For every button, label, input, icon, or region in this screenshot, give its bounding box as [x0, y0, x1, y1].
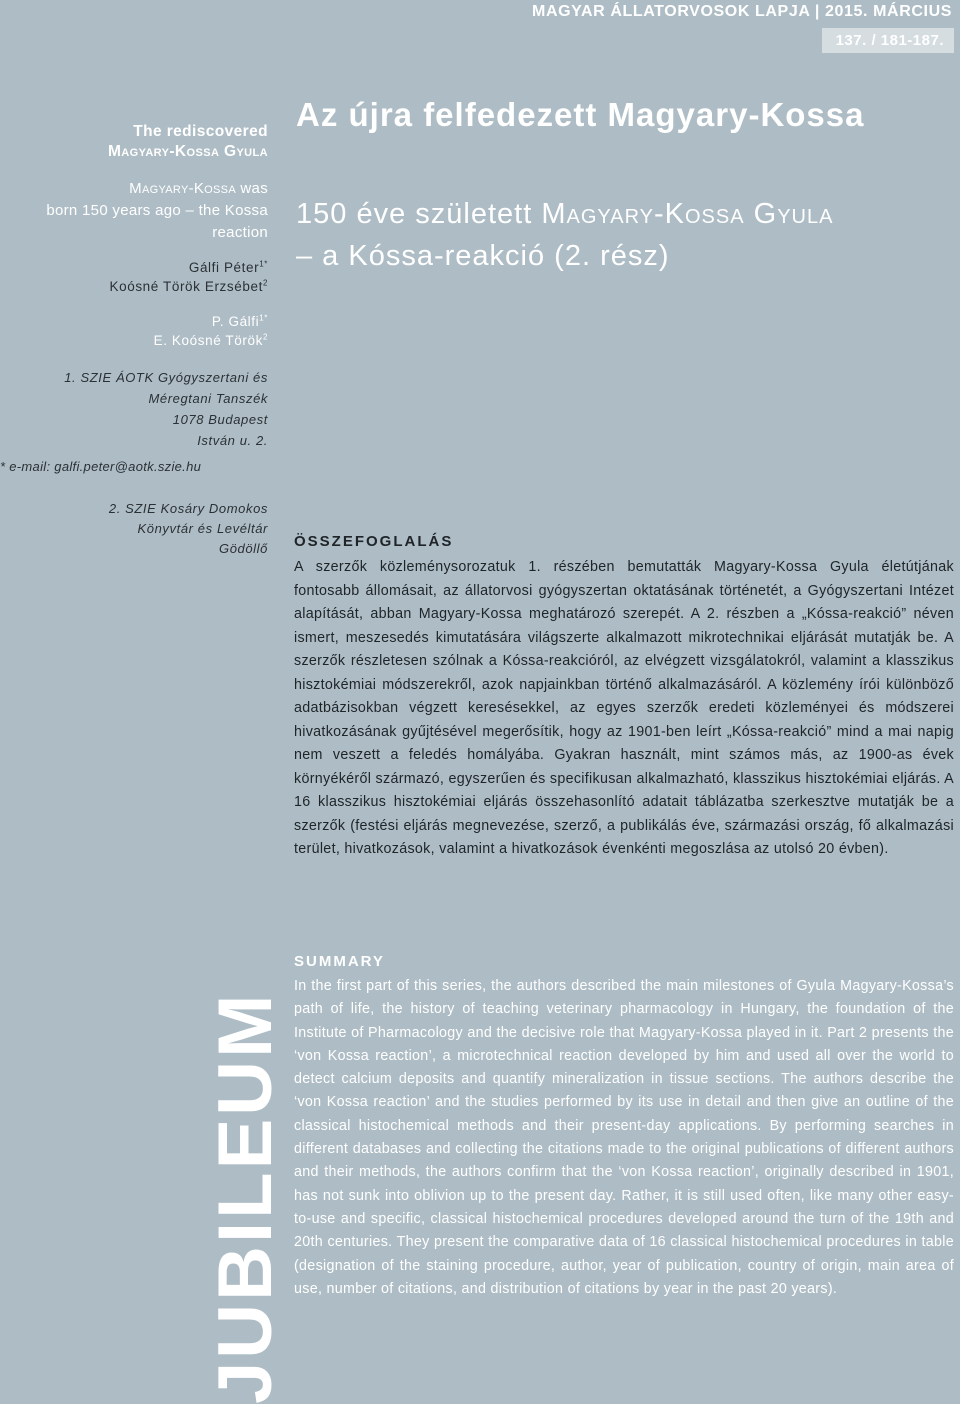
- english-summary-body: In the first part of this series, the authors described the main milestones of Gyula Magyary-Kossa’s path of life, the history of teaching veterinary pharmacology in Hungary, the foundation of the Institute of Pharmacology and the decisive role that Magyary-Kossa played in it. Part 2 presents the ‘von Kossa reaction’, a microtechnical reaction developed by him and used all over the world to detect calcium deposits and quantify mineralization in tissue sections. The authors describe the ‘von Kossa reaction’ and the studies performed by its use in detail and then give an outline of the classical histochemical methods and their present-day applications. By performing searches in different databases and collecting the citations made to the original publications of different authors and their methods, the authors confirm that the ‘von Kossa reaction’, originally described in 1901, has not sunk into oblivion up to the present day. Rather, it is still used often, like many other easy-to-use and specific, classical histochemical procedures developed around the turn of the 19th and 20th centuries. They present the comparative data of 16 classical histochemical procedures in table (designation of the staining procedure, author, year of publication, country of origin, main area of use, number of citations, and distribution of citations by year in the past 20 years).: [294, 978, 954, 1297]
- subtitle-name: Magyary-Kossa Gyula: [541, 198, 834, 230]
- english-title: [0, 122, 268, 162]
- affiliation-line: 2. SZIE Kosáry Domokos: [108, 501, 268, 516]
- english-subtitle-name: Magyary-Kossa: [129, 180, 236, 197]
- english-subtitle: [0, 178, 268, 244]
- affiliation-line: 1078 Budapest: [172, 412, 268, 427]
- section-label-vertical: JUBILEUM: [203, 991, 288, 1404]
- english-title-line: The rediscovered: [133, 123, 268, 140]
- author-name: E. Koósné Török: [153, 333, 263, 348]
- subtitle-text: 150 éve született: [296, 198, 542, 230]
- english-title-name: Magyary-Kossa Gyula: [108, 143, 268, 160]
- affiliation-marker: 1*: [259, 313, 268, 323]
- affiliation-line: Gödöllő: [218, 541, 268, 556]
- affiliation-line: 1. SZIE ÁOTK Gyógyszertani és: [64, 370, 268, 385]
- hungarian-abstract-body: A szerzők közleménysorozatuk 1. részében bemutatták Magyary-Kossa Gyula életútjának fontosabb állomásait, az állatorvosi gyógyszertan oktatásának történetét, a Gyógyszertani Intézet alapítását, abban Magyary-Kossa meghatározó szerepét. A 2. részben a „Kóssa-reakció” néven ismert, meszesedés kimutatására világszerte alkalmazott mikrotechnikai eljárását mutatják be. A szerzők részletesen szólnak a Kóssa-reakcióról, az elvégzett vizsgálatokról, valamint a klasszikus hisztokémiai módszerekről, azok napjainkban történő alkalmazásáról. A közlemény írói különböző adatbázisokban végzett keresésekkel, az egyes szerzők eredeti közleményei és módszerei hivatkozásának gyűjtésével megerősítik, hogy az 1901-ben leírt „Kóssa-reakció” mind a mai napig nem veszett a feledés homályába. Gyakran használt, mint számos más, az 1900-as évek környékéről származó, egyszerűen és specifikusan alkalmazható, klasszikus hisztokémiai eljárás. A 16 klasszikus hisztokémiai eljárás összehasonlító adatait táblázatba szerkesztve mutatják be a szerzők (festési eljárás megnevezése, szerző, a publikálás éve, származási ország, fő alkalmazási terület, hivatkozások, valamint a hivatkozások évenkénti megoszlása az utolsó 20 évben).: [294, 559, 954, 857]
- page-range-badge: 137. / 181-187.: [822, 28, 954, 53]
- author-name: Gálfi Péter: [188, 260, 260, 275]
- affiliation-marker: 2: [262, 278, 268, 288]
- authors-hungarian: [0, 258, 268, 296]
- article-subtitle: [296, 193, 833, 277]
- english-summary-heading: SUMMARY: [294, 953, 385, 970]
- affiliation-marker: 2: [262, 332, 268, 342]
- hungarian-abstract-heading: ÖSSZEFOGLALÁS: [294, 533, 454, 550]
- affiliation-line: Méregtani Tanszék: [148, 391, 268, 406]
- author-name: Koósné Török Erzsébet: [109, 279, 263, 294]
- affiliation-line: Könyvtár és Levéltár: [137, 521, 268, 536]
- journal-title: MAGYAR ÁLLATORVOSOK LAPJA | 2015. MÁRCIUS: [532, 3, 952, 20]
- affiliation-1: [0, 367, 268, 451]
- english-subtitle-text: was: [235, 180, 268, 197]
- english-subtitle-line: born 150 years ago – the Kossa: [46, 202, 268, 219]
- affiliation-marker: 1*: [259, 259, 268, 269]
- subtitle-text: – a Kóssa-reakció (2. rész): [296, 240, 670, 272]
- contact-email[interactable]: * e-mail: galfi.peter@aotk.szie.hu: [0, 459, 202, 474]
- authors-english: [0, 312, 268, 350]
- affiliation-2: [0, 499, 268, 559]
- article-title: Az újra felfedezett Magyary-Kossa: [296, 96, 865, 133]
- english-subtitle-line: reaction: [212, 224, 268, 241]
- affiliation-line: István u. 2.: [197, 433, 268, 448]
- author-name: P. Gálfi: [211, 314, 260, 329]
